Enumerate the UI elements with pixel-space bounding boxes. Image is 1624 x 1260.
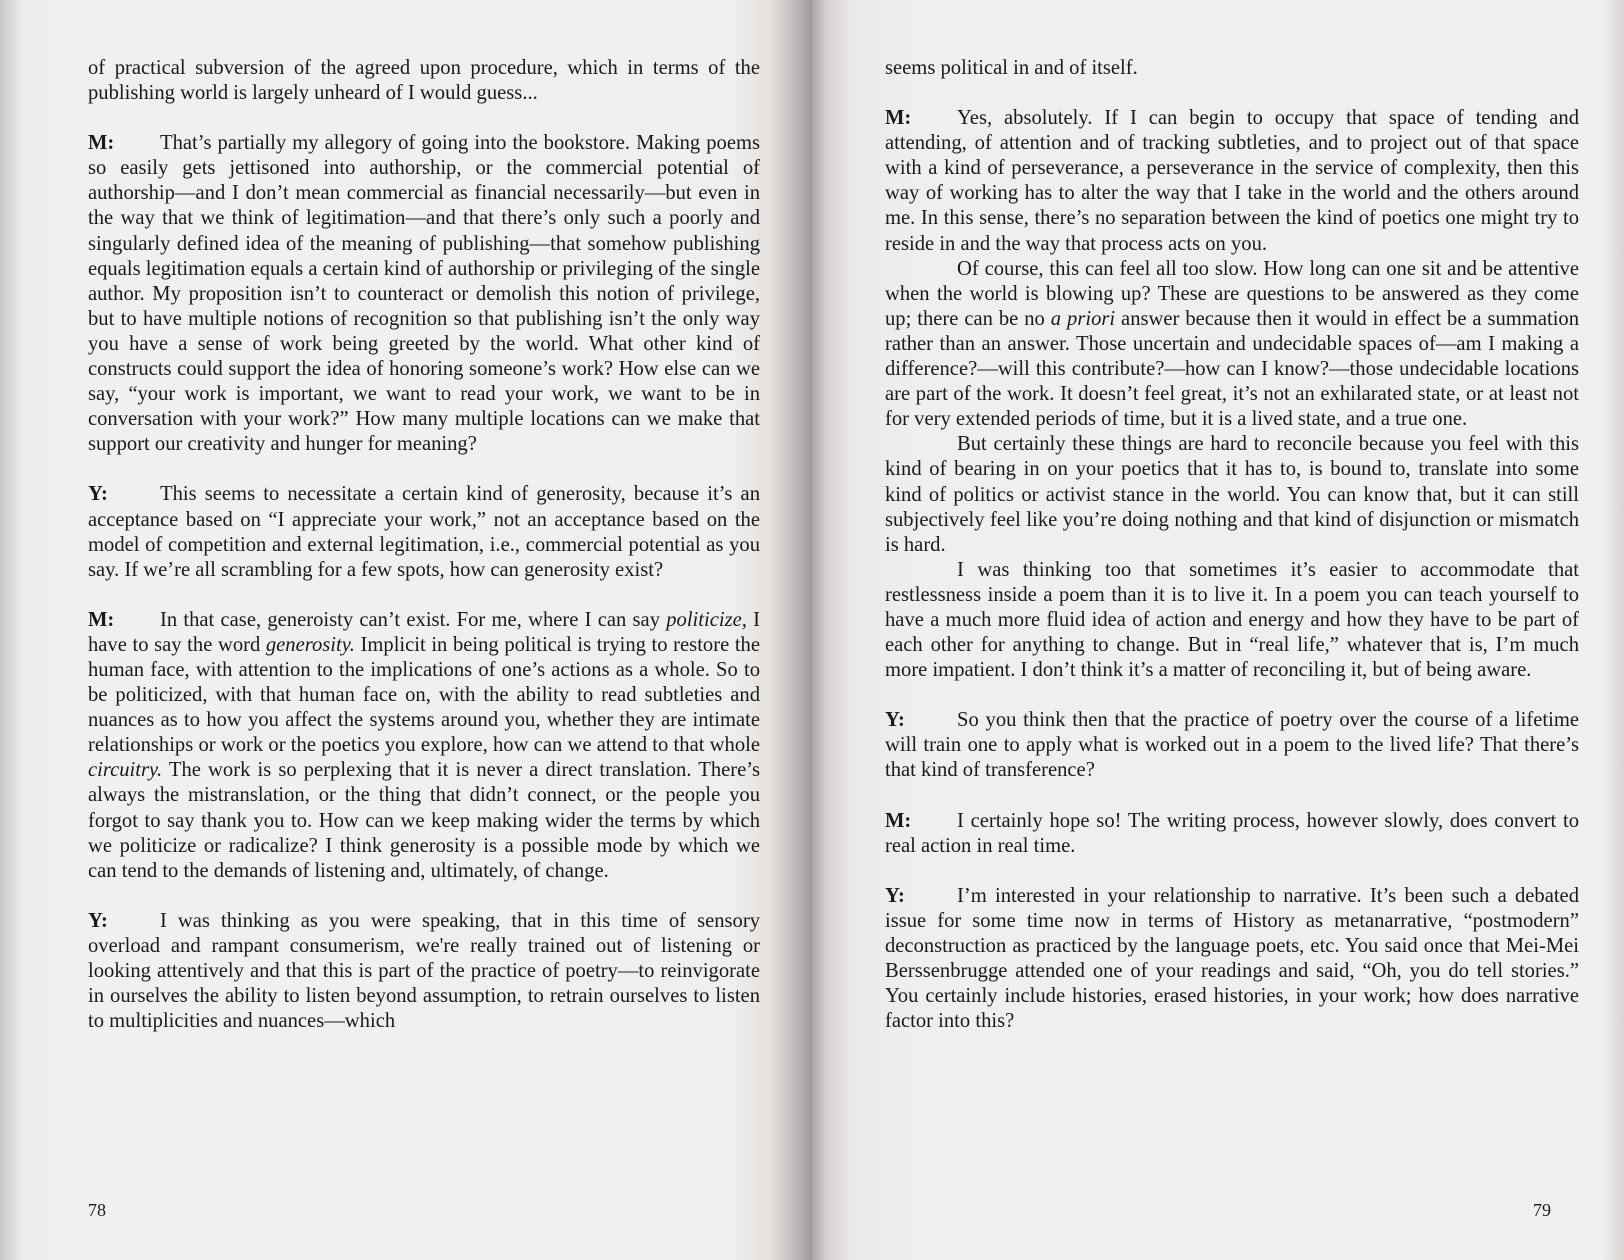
- right-page: [812, 0, 1624, 1260]
- paragraph: M: In that case, generoisty can’t exist. For me, where I can say politicize, I have to say the word generosity. Implicit in being political is trying to restore the human face, with attention to the implications of one’s actions as a whole. So to be politicized, with that human face on, with the ability to read subtleties and nuances as to how you affect the systems around you, whether they are intimate relationships or work or the poetics you explore, how can we attend to that whole circuitry. The work is so perplexing that it is never a direct translation. There’s always the mistranslation, or the thing that didn’t connect, or the people you forgot to say thank you to. How can we keep making wider the terms by which we politicize or radicalize? I think generosity is a possible mode by which we can tend to the demands of listening and, ultimately, of change.: [88, 608, 760, 882]
- page-number: 78: [88, 1200, 106, 1220]
- paragraph: Of course, this can feel all too slow. How long can one sit and be attentive when the world is blowing up? These are questions to be answered as they come up; there can be no a priori answer because then it would in effect be a summation rather than an answer. Those uncertain and undecidable spaces of—am I making a difference?—will this contribute?—how can I know?—those undecidable locations are part of the work. It doesn’t feel great, it’s not an exhilarated state, or at least not for very extended periods of time, but it is a lived state, and a true one.: [885, 257, 1580, 431]
- left-page-text: [88, 56, 760, 1034]
- paragraph: M: I certainly hope so! The writing process, however slowly, does convert to real action in real time.: [885, 809, 1579, 857]
- speaker-label: M:: [885, 809, 912, 832]
- paragraph: Y: This seems to necessitate a certain kind of generosity, because it’s an acceptance based on “I appreciate your work,” not an acceptance based on the model of competition and external legitimation, i.e., commercial potential as you say. If we’re all scrambling for a few spots, how can generosity exist?: [88, 483, 760, 581]
- speaker-label: M:: [88, 608, 115, 631]
- paragraph: Y: I was thinking as you were speaking, that in this time of sensory overload and rampant consumerism, we're really trained out of listening or looking attentively and that this is part of the practice of poetry—to reinvigorate in ourselves the ability to listen beyond assumption, to retrain ourselves to listen to multiplicities and nuances—which: [88, 909, 760, 1033]
- paragraph: I was thinking too that sometimes it’s easier to accommodate that restlessness inside a poem than it is to live it. In a poem you can teach yourself to have a much more fluid idea of action and energy and how they have to be part of each other for anything to change. But in “real life,” whatever that is, I’m much more impatient. I don’t think it’s a matter of reconciling it, but of being aware.: [885, 558, 1579, 682]
- right-page-text: [885, 56, 1579, 1034]
- paragraph: M: That’s partially my allegory of going into the bookstore. Making poems so easily gets jettisoned into authorship, or the commercial potential of authorship—and I don’t mean commercial as financial necessarily—but even in the way that we think of legitimation—and that there’s only such a poorly and singularly defined idea of the meaning of publishing—that somehow publishing equals legitimation equals a certain kind of authorship or privileging of the single author. My proposition isn’t to counteract or demolish this notion of privilege, but to have multiple notions of recognition so that publishing isn’t the only way you have a sense of work being greeted by the world. What other kind of constructs could support the idea of honoring someone’s work? How else can we say, “your work is important, we want to read your work, we want to be in conversation with your work?” How many multiple locations can we make that support our creativity and hunger for meaning?: [88, 132, 760, 456]
- speaker-label: M:: [885, 107, 912, 130]
- speaker-label: Y:: [885, 709, 905, 732]
- page-number: 79: [1533, 1200, 1551, 1220]
- paragraph: Y: I’m interested in your relationship to narrative. It’s been such a debated issue for some time now in terms of History as metanarrative, “postmodern” deconstruction as practiced by the language poets, etc. You said once that Mei-Mei Berssenbrugge attended one of your readings and said, “Oh, you do tell stories.” You certainly include histories, erased histories, in your work; how does narrative factor into this?: [885, 884, 1579, 1033]
- speaker-label: Y:: [88, 909, 108, 932]
- speaker-label: Y:: [88, 483, 108, 506]
- paragraph: But certainly these things are hard to reconcile because you feel with this kind of bearing in on your poetics that it has to, is bound to, translate into some kind of politics or activist stance in the world. You can know that, but it can still subjectively feel like you’re doing nothing and that kind of disjunction or mismatch is hard.: [885, 433, 1579, 556]
- paragraph: of practical subversion of the agreed upon procedure, which in terms of the publishing world is largely unheard of I would guess...: [88, 57, 760, 105]
- paragraph: M: Yes, absolutely. If I can begin to occupy that space of tending and attending, of attention and of tracking subtleties, and to project out of that space with a kind of perseverance, a perseverance in the service of complexity, then this way of working has to alter the way that I take in the world and the others around me. In this sense, there’s no separation between the kind of poetics one might try to reside in and the way that process acts on you.: [885, 107, 1579, 255]
- paragraph: seems political in and of itself.: [885, 57, 1138, 79]
- paragraph: Y: So you think then that the practice of poetry over the course of a lifetime will train one to apply what is worked out in a poem to the lived life? That there’s that kind of transference?: [885, 709, 1579, 782]
- speaker-label: Y:: [885, 884, 905, 907]
- speaker-label: M:: [88, 132, 115, 155]
